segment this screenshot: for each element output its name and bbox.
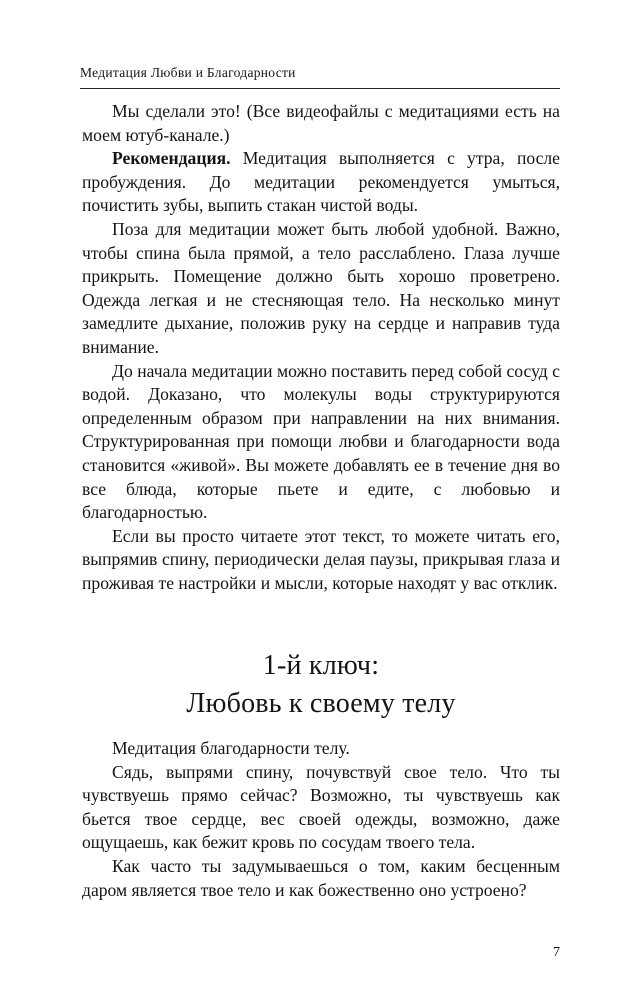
header-rule — [80, 88, 560, 89]
paragraph-feel-body: Сядь, выпрями спину, почувствуй свое тело. Что ты чувствуешь прямо сейчас? Возможно, ты чувствуешь как бьется твое сердце, вес своей одежды, возможно, даже ощущаешь, как бежит кровь по сосудам твоего тела. — [82, 761, 560, 853]
paragraph-reading: Если вы просто читаете этот текст, то можете читать его, выпрямив спину, периодически делая паузы, прикрывая глаза и проживая те настройки и мысли, которые находят у вас отклик. — [82, 525, 560, 593]
paragraph-videos: Мы сделали это! (Все видеофайлы с медитациями есть на моем ютуб-канале.) — [82, 101, 560, 145]
chapter-title — [82, 647, 560, 723]
paragraph-recommendation: Рекомендация. Медитация выполняется с утра, после пробуждения. До медитации рекомендуется умыться, почистить зубы, выпить стакан чистой воды. — [82, 148, 560, 216]
paragraph-meditation-title: Медитация благодарности телу. — [112, 738, 350, 758]
paragraph-water: До начала медитации можно поставить перед собой сосуд с водой. Доказано, что молекулы воды структурируются определенным образом при направлении на них внимания. Структурированная при помощи любви и благодарности вода становится «живой». Вы можете добавлять ее в течение дня во все блюда, которые пьете и едите, с любовью и благодарностью. — [82, 360, 560, 523]
chapter-text — [82, 737, 560, 902]
recommendation-label: Рекомендация. — [112, 148, 231, 169]
chapter-key-number: 1-й ключ: — [262, 650, 380, 681]
paragraph-priceless-gift: Как часто ты задумываешься о том, каким бесценным даром является твое тело и как божественно оно устроено? — [82, 855, 560, 900]
paragraph-pose: Поза для медитации может быть любой удобной. Важно, чтобы спина была прямой, а тело расслаблено. Глаза лучше прикрыть. Помещение должно быть хорошо проветрено. Одежда легкая и не стесняющая тело. На несколько минут замедлите дыхание, положив руку на сердце и направив туда внимание. — [82, 218, 560, 357]
running-head: Медитация Любви и Благодарности — [80, 65, 296, 80]
intro-text — [82, 100, 560, 595]
page-number: 7 — [553, 945, 560, 960]
chapter-heading: Любовь к своему телу — [186, 688, 456, 719]
